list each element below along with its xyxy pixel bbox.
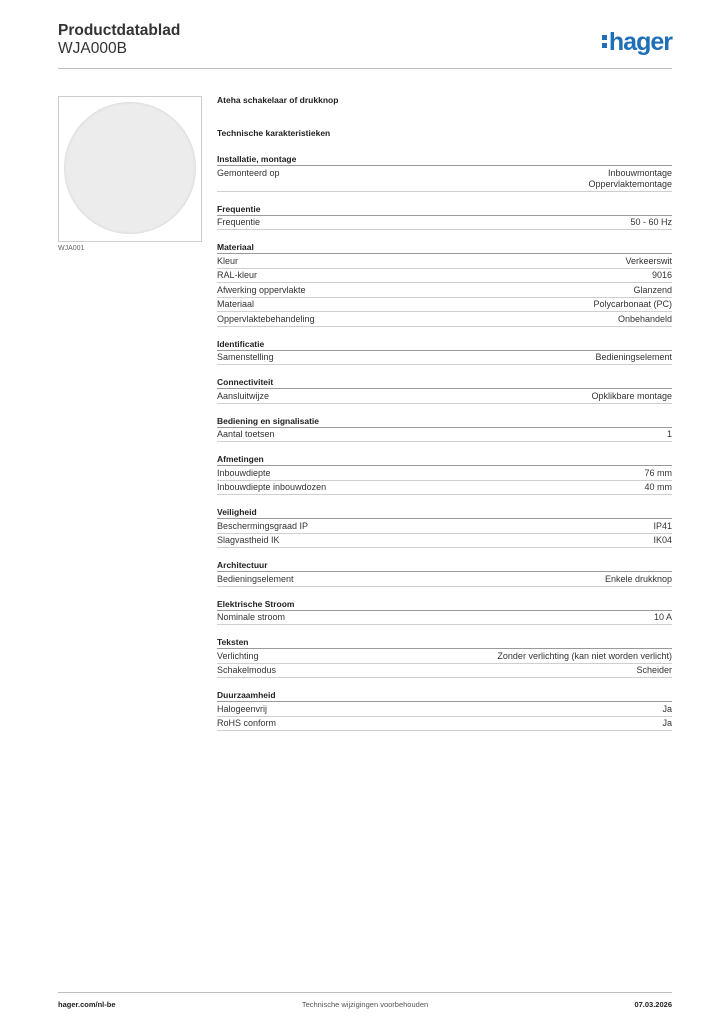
spec-row bbox=[217, 572, 672, 587]
product-image bbox=[64, 102, 196, 234]
section-title: Connectiviteit bbox=[217, 376, 672, 389]
spec-label: Nominale stroom bbox=[217, 612, 286, 622]
spec-value bbox=[652, 270, 672, 281]
spec-value bbox=[595, 352, 672, 363]
spec-value-line: Verkeerswit bbox=[625, 255, 672, 266]
footer-website: hager.com/nl-be bbox=[58, 1000, 116, 1009]
spec-row bbox=[217, 312, 672, 327]
document-title: Productdatablad bbox=[58, 22, 181, 39]
spec-value-line: Ja bbox=[662, 718, 672, 728]
spec-section bbox=[217, 153, 672, 192]
spec-section bbox=[217, 338, 672, 366]
spec-value-line: Opklikbare montage bbox=[591, 390, 672, 401]
spec-value-line: 76 mm bbox=[644, 467, 672, 478]
spec-value bbox=[654, 612, 672, 623]
spec-value-line: Inbouwmontage bbox=[607, 167, 672, 178]
spec-value-line: Bedieningselement bbox=[595, 352, 672, 362]
spec-row bbox=[217, 481, 672, 496]
spec-value bbox=[667, 429, 672, 440]
spec-label: Afwerking oppervlakte bbox=[217, 284, 306, 295]
spec-section bbox=[217, 415, 672, 443]
section-title: Teksten bbox=[217, 636, 672, 649]
product-name: Ateha schakelaar of drukknop bbox=[217, 95, 339, 105]
spec-row bbox=[217, 611, 672, 626]
logo-text: hager bbox=[608, 28, 672, 56]
spec-label: Kleur bbox=[217, 255, 239, 266]
spec-value bbox=[588, 168, 672, 190]
spec-label: Halogeenvrij bbox=[217, 703, 268, 714]
spec-row bbox=[217, 166, 672, 192]
spec-label: RoHS conform bbox=[217, 718, 277, 728]
spec-value bbox=[630, 217, 672, 228]
page-footer bbox=[58, 992, 672, 1009]
logo-dots-icon bbox=[602, 35, 607, 51]
spec-row bbox=[217, 216, 672, 231]
spec-value-line: IP41 bbox=[653, 520, 672, 531]
spec-value-line: Enkele drukknop bbox=[604, 573, 672, 584]
spec-value-line: 40 mm bbox=[644, 482, 672, 492]
spec-label: Frequentie bbox=[217, 217, 261, 227]
product-code: WJA000B bbox=[58, 40, 127, 57]
section-title: Frequentie bbox=[217, 203, 672, 216]
spec-row bbox=[217, 254, 672, 269]
spec-row bbox=[217, 466, 672, 481]
spec-value bbox=[662, 704, 672, 715]
spec-label: Inbouwdiepte inbouwdozen bbox=[217, 482, 327, 492]
spec-value bbox=[633, 285, 672, 296]
spec-row bbox=[217, 702, 672, 717]
spec-value-line: 10 A bbox=[653, 612, 672, 622]
spec-row bbox=[217, 298, 672, 313]
section-title: Elektrische Stroom bbox=[217, 598, 672, 611]
spec-section bbox=[217, 636, 672, 678]
spec-section bbox=[217, 598, 672, 626]
spec-row bbox=[217, 351, 672, 366]
spec-label: Oppervlaktebehandeling bbox=[217, 313, 315, 324]
technical-heading: Technische karakteristieken bbox=[217, 128, 331, 138]
section-title: Afmetingen bbox=[217, 453, 672, 466]
spec-value-line: Polycarbonaat (PC) bbox=[593, 299, 672, 309]
spec-row bbox=[217, 664, 672, 679]
spec-row bbox=[217, 283, 672, 298]
spec-value-line: Onbehandeld bbox=[617, 313, 672, 324]
spec-label: Inbouwdiepte bbox=[217, 467, 271, 478]
spec-row bbox=[217, 717, 672, 732]
spec-value bbox=[591, 391, 672, 402]
spec-value bbox=[497, 651, 672, 662]
section-title: Installatie, montage bbox=[217, 153, 672, 166]
spec-label: Aantal toetsen bbox=[217, 429, 275, 439]
footer-notice: Technische wijzigingen voorbehouden bbox=[301, 1000, 429, 1009]
spec-row bbox=[217, 428, 672, 443]
spec-section bbox=[217, 453, 672, 495]
spec-label: Materiaal bbox=[217, 299, 255, 309]
spec-value bbox=[653, 521, 672, 532]
spec-value-line: Zonder verlichting (kan niet worden verlicht) bbox=[497, 650, 672, 661]
specification-table bbox=[217, 95, 672, 742]
spec-sections bbox=[217, 153, 672, 731]
footer-date: 07.03.2026 bbox=[634, 1000, 672, 1009]
spec-value bbox=[625, 256, 672, 267]
spec-value-line: Scheider bbox=[636, 665, 672, 675]
spec-label: Aansluitwijze bbox=[217, 390, 270, 401]
spec-value bbox=[593, 299, 672, 310]
spec-value-line: 9016 bbox=[651, 270, 672, 280]
spec-value-line: 50 - 60 Hz bbox=[630, 217, 672, 227]
spec-value-line: 1 bbox=[666, 429, 672, 439]
spec-row bbox=[217, 269, 672, 284]
spec-value-line: Glanzend bbox=[633, 284, 672, 295]
spec-value bbox=[636, 665, 672, 676]
section-title: Identificatie bbox=[217, 338, 672, 351]
spec-label: Samenstelling bbox=[217, 352, 274, 362]
section-title: Architectuur bbox=[217, 559, 672, 572]
spec-row bbox=[217, 389, 672, 404]
spec-row bbox=[217, 534, 672, 549]
spec-section bbox=[217, 203, 672, 231]
spec-section bbox=[217, 506, 672, 548]
spec-value bbox=[662, 718, 672, 729]
spec-section bbox=[217, 376, 672, 404]
spec-label: Gemonteerd op bbox=[217, 167, 280, 178]
spec-label: Beschermingsgraad IP bbox=[217, 520, 309, 531]
spec-value bbox=[644, 482, 672, 493]
spec-label: RAL-kleur bbox=[217, 270, 258, 280]
spec-value bbox=[605, 574, 672, 585]
section-title: Bediening en signalisatie bbox=[217, 415, 672, 428]
hager-logo bbox=[602, 28, 672, 57]
product-image-frame bbox=[58, 96, 202, 242]
spec-value bbox=[653, 535, 672, 546]
image-caption: WJA001 bbox=[58, 245, 85, 252]
spec-value-line: IK04 bbox=[653, 535, 672, 545]
page-header bbox=[58, 22, 672, 69]
spec-label: Bedieningselement bbox=[217, 573, 294, 584]
spec-label: Verlichting bbox=[217, 650, 259, 661]
spec-value bbox=[618, 314, 672, 325]
spec-section bbox=[217, 689, 672, 731]
spec-value-line: Oppervlaktemontage bbox=[588, 178, 672, 189]
spec-row bbox=[217, 649, 672, 664]
spec-value bbox=[644, 468, 672, 479]
section-title: Veiligheid bbox=[217, 506, 672, 519]
spec-value-line: Ja bbox=[662, 703, 672, 714]
section-title: Materiaal bbox=[217, 241, 672, 254]
spec-row bbox=[217, 519, 672, 534]
spec-label: Slagvastheid IK bbox=[217, 535, 280, 545]
spec-label: Schakelmodus bbox=[217, 665, 277, 675]
section-title: Duurzaamheid bbox=[217, 689, 672, 702]
spec-section bbox=[217, 559, 672, 587]
spec-section bbox=[217, 241, 672, 327]
